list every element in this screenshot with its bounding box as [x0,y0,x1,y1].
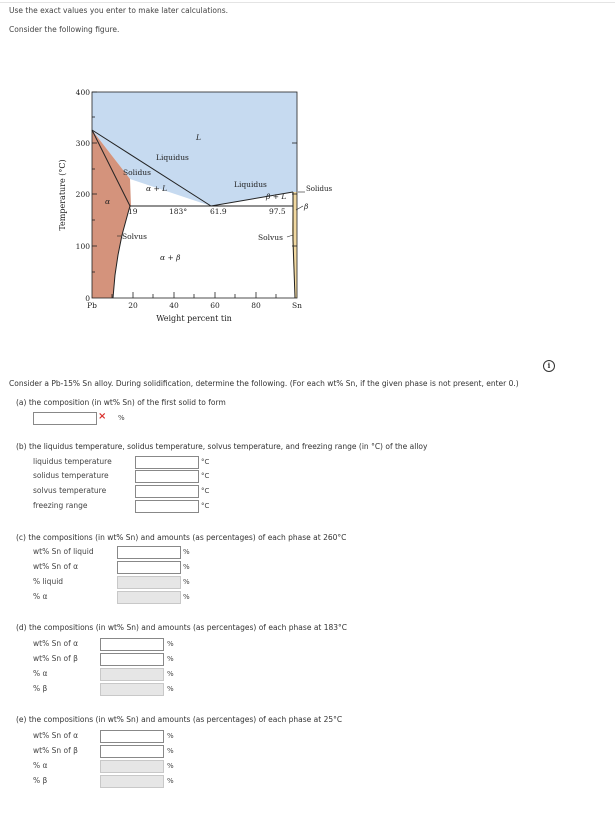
part-e-unit: % [167,777,174,785]
part-b-question: (b) the liquidus temperature, solidus temperature, solvus temperature, and freezing range (in °C) of the alloy [16,442,428,451]
y-tick-label: 200 [75,190,90,199]
x-tick-label: Sn [292,301,302,310]
part-c-percent-liquid-input[interactable] [117,576,181,589]
part-b-unit: °C [201,487,210,495]
part-b-label: solidus temperature [33,471,109,480]
freezing-range-input[interactable] [135,500,199,513]
x-axis-label: Weight percent tin [156,314,232,323]
part-a-question: (a) the composition (in wt% Sn) of the first solid to form [16,398,226,407]
x-tick-label: Pb [87,301,97,310]
part-d-label: % α [33,669,48,678]
part-d-unit: % [167,685,174,693]
y-tick-label: 0 [85,294,90,303]
x-tick-label: 60 [210,301,220,310]
part-d-percent-alpha-input[interactable] [100,668,164,681]
label-eutectic-comp: 61.9 [210,207,227,216]
label-beta: β [304,202,309,211]
part-e-percent-beta-input[interactable] [100,775,164,788]
part-d-unit: % [167,655,174,663]
y-tick-label: 300 [75,139,90,148]
label-19: 19 [128,207,138,216]
part-b-label: liquidus temperature [33,457,112,466]
part-e-label: % α [33,761,48,770]
solvus-temperature-input[interactable] [135,485,199,498]
part-c-label: % α [33,592,48,601]
instruction-text: Use the exact values you enter to make later calculations. [9,6,228,15]
part-e-percent-alpha-input[interactable] [100,760,164,773]
part-b-label: freezing range [33,501,88,510]
label-alpha: α [105,197,111,206]
label-solvus-left: Solvus [122,232,147,241]
part-c-unit: % [183,578,190,586]
part-e-unit: % [167,762,174,770]
label-eutectic-temp: 183° [169,207,188,216]
part-c-liquid-composition-input[interactable] [117,546,181,559]
part-e-label: wt% Sn of α [33,731,79,740]
label-liquidus-left: Liquidus [156,153,189,162]
part-b-unit: °C [201,502,210,510]
label-solvus-right: Solvus [258,233,283,242]
part-c-percent-alpha-input[interactable] [117,591,181,604]
y-axis-label: Temperature (°C) [58,159,67,231]
part-d-alpha-composition-input[interactable] [100,638,164,651]
part-c-label: wt% Sn of liquid [33,547,94,556]
part-d-label: % β [33,684,48,693]
label-beta-plus-L: β + L [266,192,287,201]
label-solidus-left: Solidus [123,168,151,177]
part-a-input[interactable] [33,412,97,425]
x-tick-label: 80 [251,301,261,310]
phase-diagram [55,80,333,330]
x-tick-label: 20 [128,301,138,310]
part-e-question: (e) the compositions (in wt% Sn) and amounts (as percentages) of each phase at 25°C [16,715,343,724]
label-alpha-plus-L: α + L [146,184,168,193]
solidus-temperature-input[interactable] [135,470,199,483]
part-c-question: (c) the compositions (in wt% Sn) and amounts (as percentages) of each phase at 260°C [16,533,347,542]
part-c-alpha-composition-input[interactable] [117,561,181,574]
part-e-label: % β [33,776,48,785]
label-alpha-plus-beta: α + β [160,253,181,262]
part-e-label: wt% Sn of β [33,746,78,755]
part-e-unit: % [167,747,174,755]
part-c-label: % liquid [33,577,64,586]
part-d-label: wt% Sn of α [33,639,79,648]
label-solidus-right: Solidus [306,185,333,193]
label-liquidus-right: Liquidus [234,180,267,189]
solvus-leader-right [287,235,293,237]
label-97-5: 97.5 [269,207,286,216]
part-e-alpha-composition-input[interactable] [100,730,164,743]
part-c-unit: % [183,563,190,571]
part-e-beta-composition-input[interactable] [100,745,164,758]
incorrect-icon: × [98,411,107,422]
part-c-label: wt% Sn of α [33,562,79,571]
part-c-unit: % [183,548,190,556]
part-a-unit: % [118,414,125,422]
liquidus-temperature-input[interactable] [135,456,199,469]
part-b-unit: °C [201,458,210,466]
part-d-beta-composition-input[interactable] [100,653,164,666]
part-e-unit: % [167,732,174,740]
top-divider [0,2,615,3]
part-d-unit: % [167,640,174,648]
part-b-unit: °C [201,472,210,480]
x-ticks [112,292,276,298]
y-tick-label: 100 [75,242,90,251]
problem-prompt: Consider a Pb-15% Sn alloy. During solidification, determine the following. (For each wt% Sn, if the given phase is not present, enter 0.) [9,379,519,388]
part-d-percent-beta-input[interactable] [100,683,164,696]
part-c-unit: % [183,593,190,601]
y-tick-label: 400 [75,88,90,97]
part-d-question: (d) the compositions (in wt% Sn) and amounts (as percentages) of each phase at 183°C [16,623,348,632]
part-b-label: solvus temperature [33,486,107,495]
consider-text: Consider the following figure. [9,25,120,34]
info-icon[interactable]: i [543,360,555,372]
x-tick-label: 40 [169,301,179,310]
part-d-unit: % [167,670,174,678]
label-L: L [196,133,201,142]
part-d-label: wt% Sn of β [33,654,78,663]
